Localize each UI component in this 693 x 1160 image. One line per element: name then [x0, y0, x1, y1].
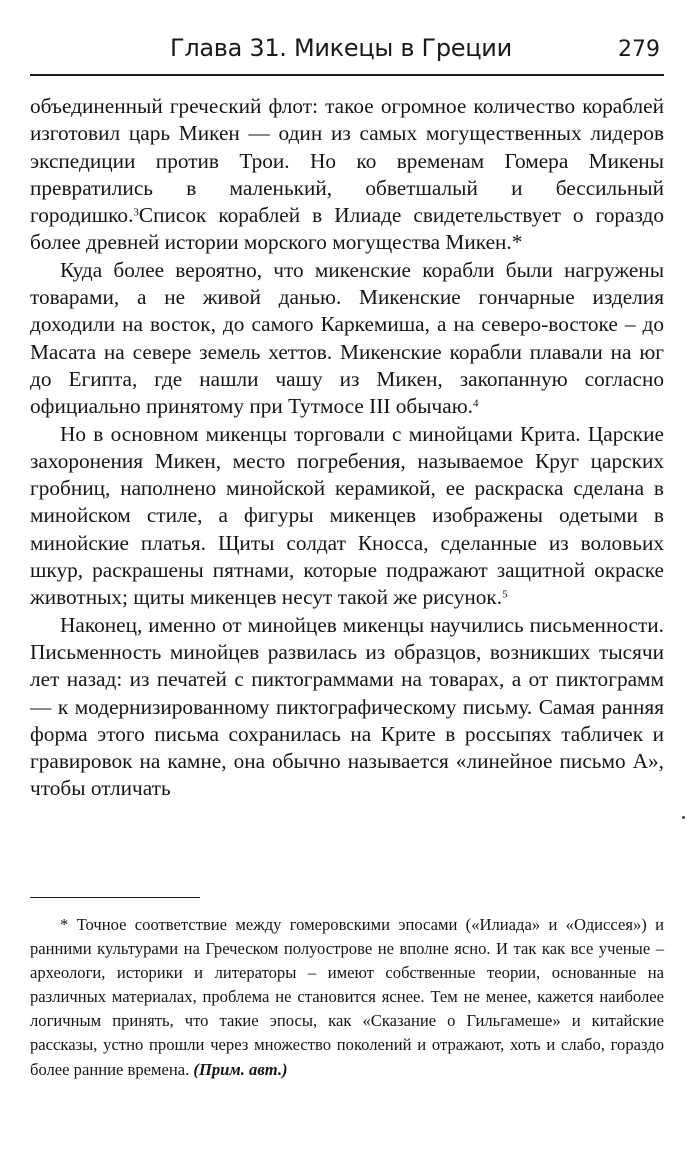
author-note: (Прим. авт.): [193, 1059, 288, 1079]
scan-speck: [682, 816, 685, 819]
running-head: [30, 30, 664, 70]
note-ref: 3: [133, 206, 139, 219]
chapter-title: Глава 31. Микецы в Греции: [170, 34, 512, 62]
paragraph-text: Наконец, именно от минойцев микенцы научились письменности. Письменность минойцев развилась из образцов, возникших тысячи лет назад: из печатей с пиктограммами на товарах, а от пиктограмм — к модернизированному пиктографическому письму. Самая ранняя форма этого письма сохранилась на Крите в россыпях табличек и гравировок на камне, она обычно называется «линейное письмо А», чтобы отличать: [30, 612, 664, 801]
page-number: 279: [618, 37, 660, 62]
main-text: [30, 93, 664, 803]
header-rule: [30, 74, 664, 76]
note-ref: 5: [502, 588, 508, 601]
paragraph: [30, 421, 664, 612]
paragraph-text: Куда более вероятно, что микенские корабли были нагружены товарами, а не живой данью. Микенские гончарные изделия доходили на восток, до самого Каркемиша, а на северо-востоке – до Масата на севере земель хеттов. Микенские корабли плавали на юг до Египта, где нашли чашу из Микен, закопанную согласно официально принятому при Тутмосе III обычаю.: [30, 257, 664, 419]
note-ref: 4: [472, 397, 479, 410]
paragraph: [30, 257, 664, 421]
footnote-text: * Точное соответствие между гомеровскими эпосами («Илиада» и «Одиссея») и ранними культурами на Греческом полуострове не вполне ясно. И так как все ученые – археологи, историки и литераторы – имеют собственные теории, основанные на различных материалах, проблема не становится яснее. Тем не менее, кажется наиболее логичным принять, что такие эпосы, как «Сказание о Гильгамеше» и китайские рассказы, устно прошли через множество поколений и отражают, хоть и слабо, гораздо более ранние времена.: [30, 915, 664, 1079]
footnote: [30, 913, 664, 1082]
footnote-rule: [30, 897, 200, 898]
paragraph-text: Но в основном микенцы торговали с минойцами Крита. Царские захоронения Микен, место погребения, называемое Круг царских гробниц, наполнено минойской керамикой, ее раскраска сделана в минойском стиле, а фигуры микенцев изображены одетыми в минойские платья. Щиты солдат Кносса, сделанные из воловьих шкур, раскрашены пятнами, которые подражают защитной окраске животных; щиты микенцев несут такой же рисунок.: [30, 421, 664, 610]
paragraph-text: объединенный греческий флот: такое огромное количество кораблей изготовил царь Микен — один из самых могущественных лидеров экспедиции против Трои. Но ко временам Гомера Микены превратились в маленький, обветшалый и бессильный городишко.: [30, 94, 664, 228]
paragraph: [30, 612, 664, 803]
paragraph-text-continued: Список кораблей в Илиаде свидетельствует о гораздо более древней истории морского могущества Микен.*: [30, 203, 664, 255]
paragraph: [30, 93, 664, 257]
